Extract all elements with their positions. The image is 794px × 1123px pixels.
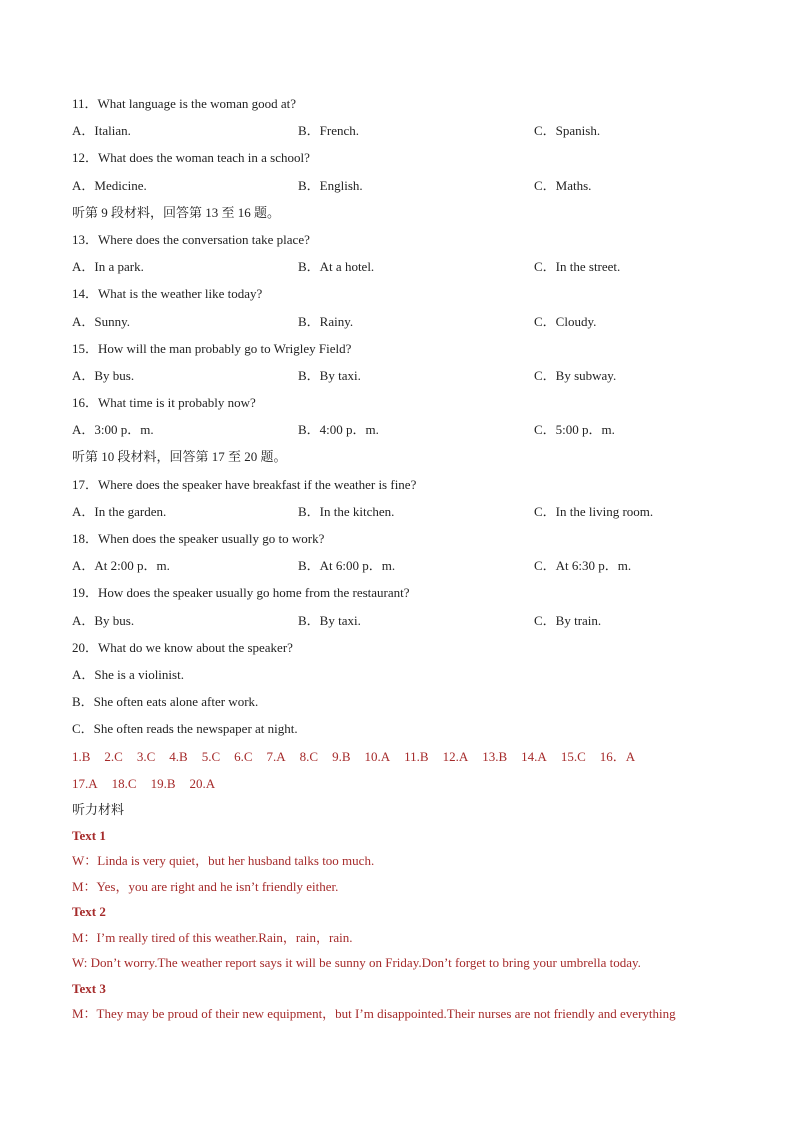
option-a: A．By bus. bbox=[72, 612, 135, 628]
option-c: C．In the street. bbox=[534, 259, 621, 275]
answer-key-row-1 bbox=[72, 748, 732, 775]
option-a: A．In the garden. bbox=[72, 503, 167, 519]
question-20: 20．What do we know about the speaker? bbox=[72, 639, 293, 655]
section-instruction-10: 听第 10 段材料，回答第 17 至 20 题。 bbox=[72, 449, 287, 465]
answer: 16．A bbox=[599, 748, 636, 764]
answer: 5.C bbox=[201, 748, 221, 764]
option-c: C．At 6:30 p．m. bbox=[534, 558, 632, 574]
question-15: 15．How will the man probably go to Wrigley Field? bbox=[72, 340, 352, 356]
question-20-option-b: B．She often eats alone after work. bbox=[72, 694, 259, 710]
question-17: 17．Where does the speaker have breakfast if the weather is fine? bbox=[72, 476, 417, 492]
answer: 15.C bbox=[560, 748, 586, 764]
answer: 6.C bbox=[234, 748, 253, 764]
text-2-line-1: M：I’m really tired of this weather.Rain，rain，rain. bbox=[72, 929, 353, 945]
option-c: C．By subway. bbox=[534, 367, 617, 383]
question-11: 11．What language is the woman good at? bbox=[72, 96, 297, 111]
options-18 bbox=[72, 557, 732, 584]
transcript-heading: 听力材料 bbox=[72, 801, 125, 817]
answer: 9.B bbox=[332, 748, 351, 764]
text-3-title: Text 3 bbox=[72, 980, 106, 996]
option-b: B．At a hotel. bbox=[298, 259, 375, 275]
answer: 2.C bbox=[104, 748, 123, 764]
question-19: 19．How does the speaker usually go home from the restaurant? bbox=[72, 585, 410, 601]
question-13: 13．Where does the conversation take place? bbox=[72, 231, 310, 247]
answer: 12.A bbox=[442, 748, 469, 764]
answer-key-row-2 bbox=[72, 775, 732, 801]
answer: 7.A bbox=[266, 748, 286, 764]
option-a: A．At 2:00 p．m. bbox=[72, 558, 170, 574]
option-b: B．In the kitchen. bbox=[298, 503, 395, 519]
option-b: B．English. bbox=[298, 177, 363, 193]
option-c: C．Cloudy. bbox=[534, 313, 597, 329]
section-instruction-9: 听第 9 段材料，回答第 13 至 16 题。 bbox=[72, 204, 281, 220]
options-13 bbox=[72, 258, 732, 285]
option-a: A．Italian. bbox=[72, 123, 131, 139]
answer: 20.A bbox=[189, 775, 216, 791]
question-12: 12．What does the woman teach in a school? bbox=[72, 150, 310, 166]
options-16 bbox=[72, 421, 732, 448]
option-a: A．Medicine. bbox=[72, 177, 147, 193]
question-16: 16．What time is it probably now? bbox=[72, 395, 256, 411]
options-12 bbox=[72, 177, 732, 204]
question-20-option-a: A．She is a violinist. bbox=[72, 666, 184, 682]
option-b: B．At 6:00 p．m. bbox=[298, 558, 396, 574]
answer: 17.A bbox=[72, 775, 98, 791]
option-c: C．5:00 p．m. bbox=[534, 422, 615, 438]
text-2-title: Text 2 bbox=[72, 904, 106, 920]
answer: 18.C bbox=[111, 775, 137, 791]
text-2-line-2: W: Don’t worry.The weather report says it will be sunny on Friday.Don’t forget to bring your umbrella today. bbox=[72, 955, 641, 971]
option-b: B．Rainy. bbox=[298, 313, 354, 329]
option-b: B．By taxi. bbox=[298, 612, 361, 628]
answer: 3.C bbox=[136, 748, 156, 764]
options-14 bbox=[72, 313, 732, 340]
question-14: 14．What is the weather like today? bbox=[72, 286, 263, 302]
options-15 bbox=[72, 367, 732, 394]
option-b: B．French. bbox=[298, 123, 360, 139]
answer: 19.B bbox=[150, 775, 176, 791]
option-b: B．By taxi. bbox=[298, 367, 361, 383]
answer: 10.A bbox=[364, 748, 391, 764]
answer: 8.C bbox=[299, 748, 319, 764]
page-content bbox=[72, 95, 732, 1031]
option-c: C．By train. bbox=[534, 612, 602, 628]
option-a: A．3:00 p．m. bbox=[72, 422, 154, 438]
option-c: C．Spanish. bbox=[534, 123, 601, 139]
question-20-option-c: C．She often reads the newspaper at night. bbox=[72, 721, 298, 737]
answer: 4.B bbox=[169, 748, 188, 764]
options-11 bbox=[72, 122, 732, 149]
answer: 14.A bbox=[521, 748, 547, 764]
option-b: B．4:00 p．m. bbox=[298, 422, 379, 438]
option-c: C．In the living room. bbox=[534, 503, 654, 519]
option-a: A．In a park. bbox=[72, 259, 144, 275]
answer: 1.B bbox=[72, 748, 91, 764]
options-17 bbox=[72, 503, 732, 530]
text-3-line-1: M：They may be proud of their new equipment，but I’m disappointed.Their nurses are not friendly and everything bbox=[72, 1006, 676, 1022]
text-1-title: Text 1 bbox=[72, 827, 106, 843]
question-18: 18．When does the speaker usually go to work? bbox=[72, 531, 325, 546]
options-19 bbox=[72, 612, 732, 639]
option-a: A．By bus. bbox=[72, 367, 135, 383]
option-c: C．Maths. bbox=[534, 177, 592, 193]
answer: 13.B bbox=[482, 748, 508, 764]
text-1-line-1: W：Linda is very quiet，but her husband talks too much. bbox=[72, 853, 375, 869]
option-a: A．Sunny. bbox=[72, 313, 131, 329]
answer: 11.B bbox=[404, 748, 429, 764]
text-1-line-2: M：Yes，you are right and he isn’t friendly either. bbox=[72, 878, 339, 894]
